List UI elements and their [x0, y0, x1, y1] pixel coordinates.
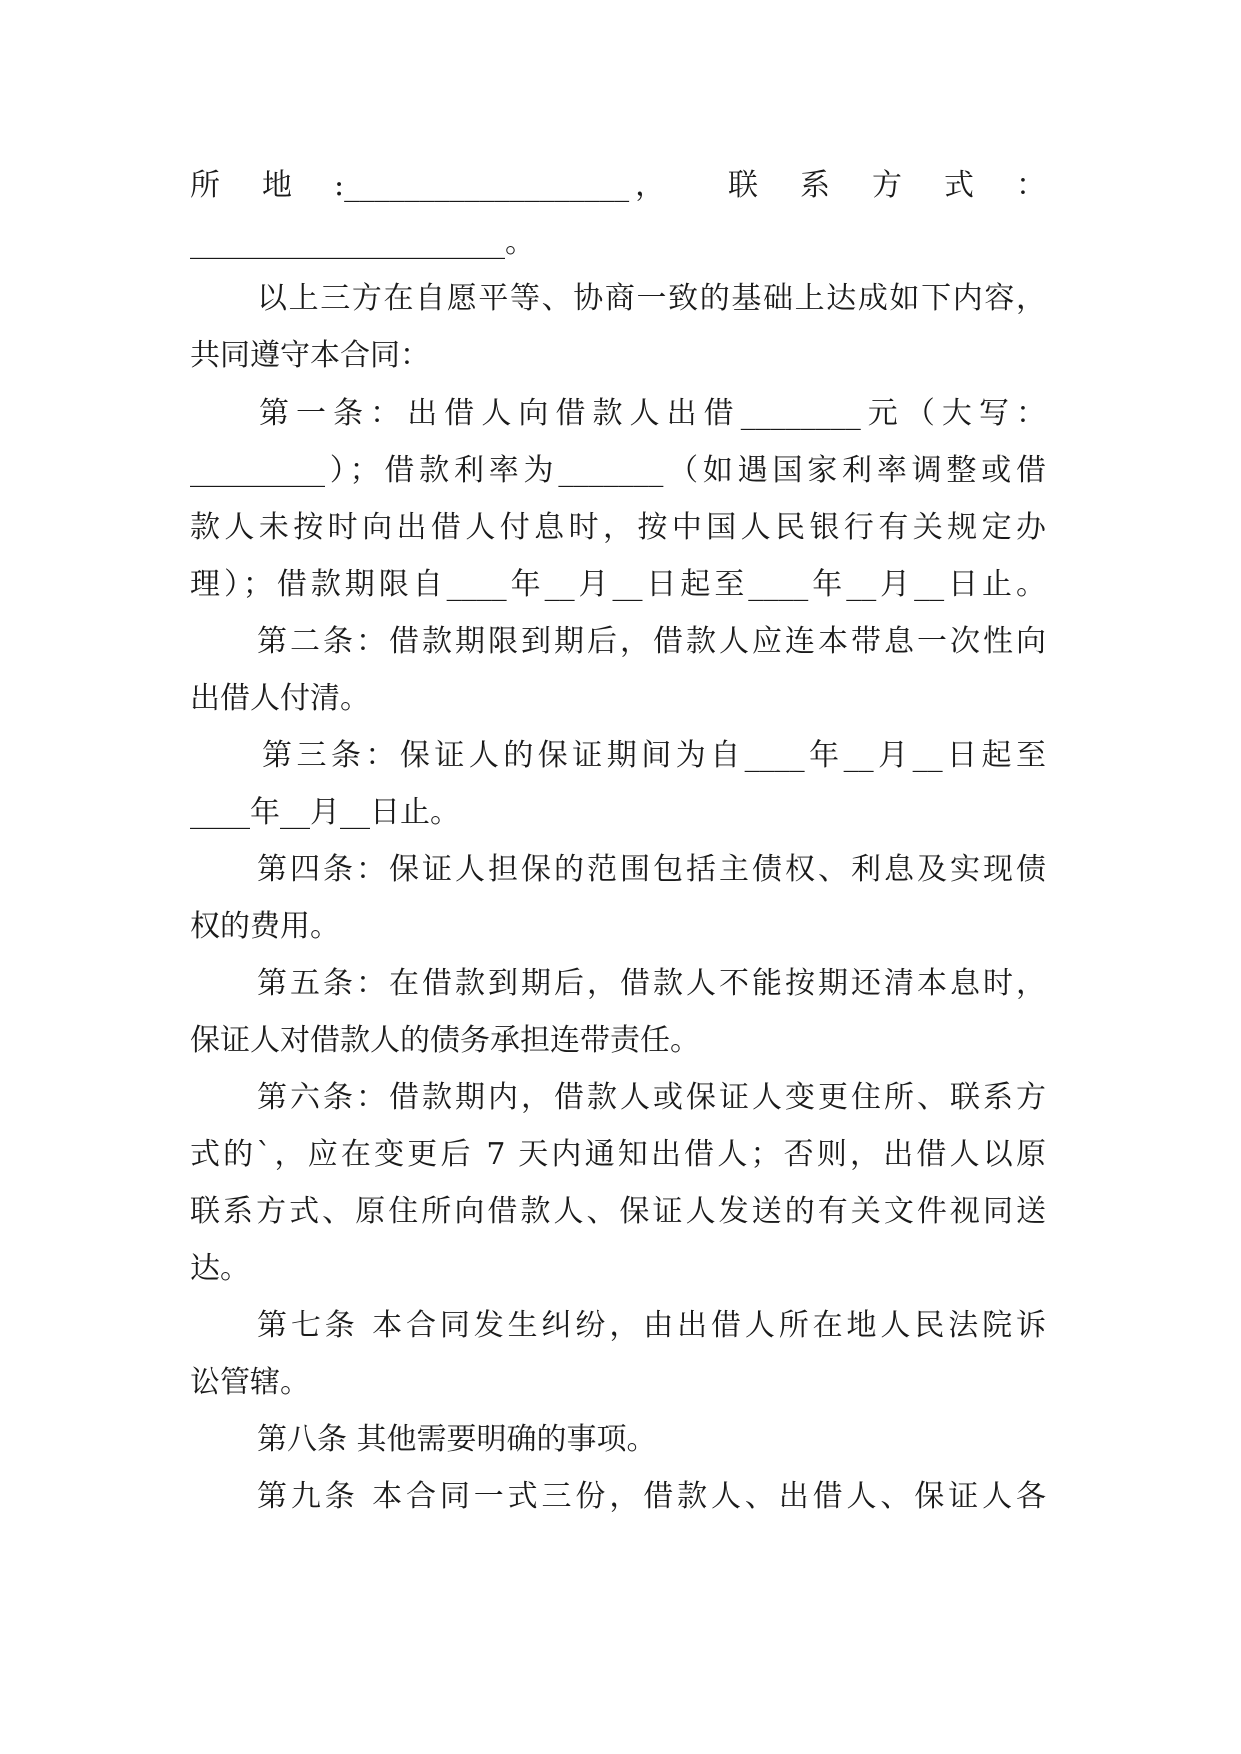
address-contact-line: 所 地 :___________________， 联 系 方 式 ：: [190, 168, 1046, 203]
article-5-line-2: 保证人对借款人的债务承担连带责任。: [190, 1023, 700, 1058]
article-2-line-1: 第二条：借款期限到期后，借款人应连本带息一次性向: [257, 624, 1046, 659]
article-1-line-3: 款人未按时向出借人付息时，按中国人民银行有关规定办: [190, 510, 1046, 545]
article-1-line-1: 第一条：出借人向借款人出借________元（大写：: [259, 396, 1046, 431]
article-4-line-2: 权的费用。: [190, 909, 340, 944]
article-6-line-2: 式的`，应在变更后 7 天内通知出借人；否则，出借人以原: [190, 1137, 1046, 1172]
article-1-line-4: 理）；借款期限自____年__月__日起至____年__月__日止。: [190, 567, 1046, 602]
article-6-line-3: 联系方式、原住所向借款人、保证人发送的有关文件视同送: [190, 1194, 1046, 1229]
preamble-line-2: 共同遵守本合同：: [190, 338, 430, 373]
article-4-line-1: 第四条：保证人担保的范围包括主债权、利息及实现债: [257, 852, 1046, 887]
article-3-line-1: 第三条：保证人的保证期间为自____年__月__日起至: [262, 738, 1046, 773]
preamble-line-1: 以上三方在自愿平等、协商一致的基础上达成如下内容，: [257, 281, 1046, 316]
article-2-line-2: 出借人付清。: [190, 681, 370, 716]
contact-blank-line: _____________________。: [190, 225, 535, 260]
article-1-line-2: _________）；借款利率为_______（如遇国家利率调整或借: [190, 453, 1046, 488]
article-9-line-1: 第九条 本合同一式三份，借款人、出借人、保证人各: [257, 1479, 1046, 1514]
article-5-line-1: 第五条：在借款到期后，借款人不能按期还清本息时，: [257, 966, 1046, 1001]
article-8-line-1: 第八条 其他需要明确的事项。: [257, 1422, 657, 1457]
article-6-line-1: 第六条：借款期内，借款人或保证人变更住所、联系方: [257, 1080, 1046, 1115]
article-3-line-2: ____年__月__日止。: [190, 795, 460, 830]
article-7-line-1: 第七条 本合同发生纠纷，由出借人所在地人民法院诉: [257, 1308, 1046, 1343]
article-6-line-4: 达。: [190, 1251, 250, 1286]
article-7-line-2: 讼管辖。: [190, 1365, 310, 1400]
